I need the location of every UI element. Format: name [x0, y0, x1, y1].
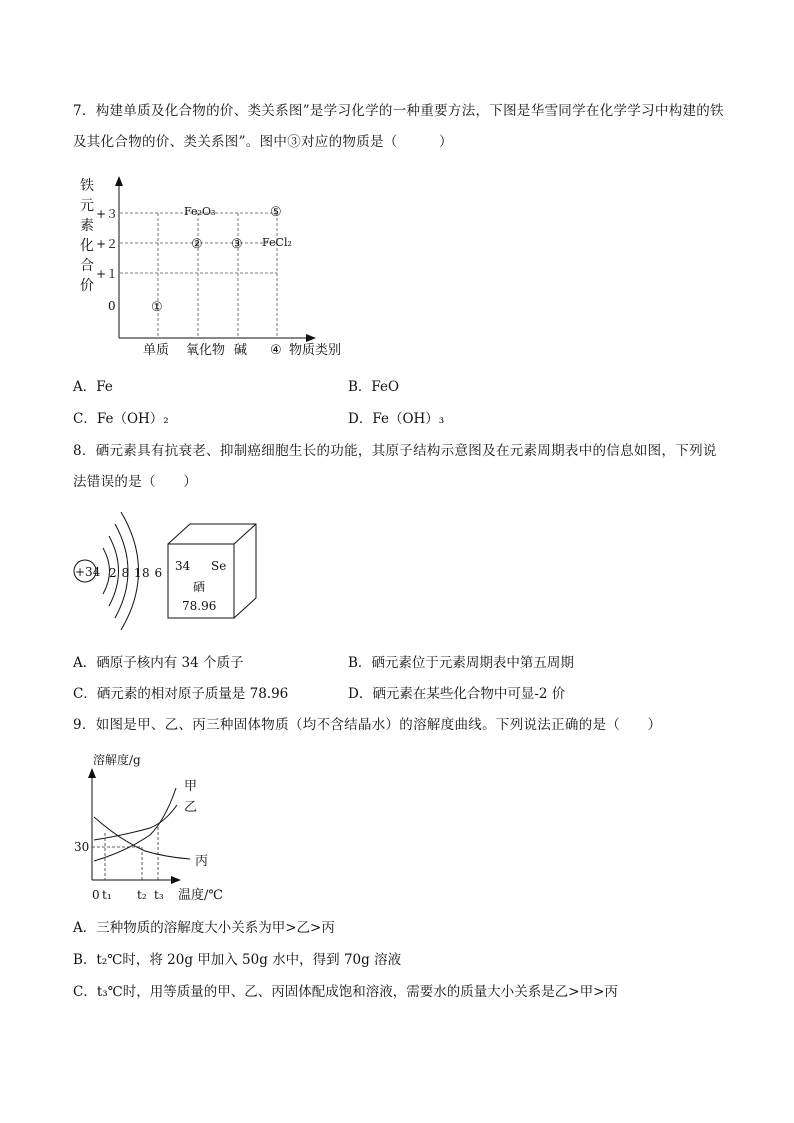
q8-option-a[interactable]: A．硒原子核内有 34 个质子	[73, 655, 244, 671]
q7-label-fecl2: FeCl₂	[262, 236, 292, 249]
q8-stem-line2: 法错误的是（ ）	[73, 474, 198, 490]
q8-atomic-number: 34	[175, 559, 191, 573]
q7-option-a[interactable]: A．Fe	[73, 379, 113, 395]
q9-label-jia: 甲	[184, 779, 198, 794]
q9-xlabel: 温度/℃	[178, 888, 223, 903]
q7-label-fe2o3: Fe₂O₃	[184, 205, 216, 218]
q7-stem-line1: 7．构建单质及化合物的价、类关系图”是学习化学的一种重要方法，下图是华雪同学在化学学习中构建的铁	[73, 103, 724, 119]
q8-option-b[interactable]: B．硒元素位于元素周期表中第五周期	[348, 655, 574, 671]
q9-xtick-t2: t₂	[137, 888, 147, 902]
q8-element-name: 硒	[193, 580, 206, 594]
q7-option-b[interactable]: B．FeO	[348, 379, 400, 395]
q7-point-1: ①	[151, 300, 163, 315]
q9-curve-jia	[94, 788, 176, 861]
q7-xtick-oxide: 氧化物	[186, 343, 226, 358]
q7-xtick-element: 单质	[143, 343, 170, 358]
q8-stem-line1: 8．硒元素具有抗衰老、抑制癌细胞生长的功能，其原子结构示意图及在元素周期表中的信息如图，下列说	[73, 443, 717, 459]
q8-atom-structure	[0, 500, 794, 640]
q9-solubility-chart	[0, 740, 794, 910]
q7-x-arrow	[306, 334, 316, 342]
q9-option-a[interactable]: A．三种物质的溶解度大小关系为甲>乙>丙	[73, 920, 335, 936]
q8-option-d[interactable]: D．硒元素在某些化合物中可显-2 价	[348, 686, 566, 702]
q9-label-bing: 丙	[195, 854, 209, 869]
q7-valence-chart	[0, 0, 794, 370]
q9-y-value-30: 30	[74, 840, 90, 854]
q9-x-origin: 0	[92, 888, 100, 902]
q7-ytick: 0	[108, 299, 116, 313]
q8-atomic-mass: 78.96	[182, 599, 217, 613]
q7-y-arrow	[115, 176, 123, 186]
q7-option-c[interactable]: C．Fe（OH）₂	[73, 411, 169, 427]
q8-electron-shells: 2 8 18 6	[109, 566, 163, 580]
q7-ylabel-char: 铁	[80, 178, 94, 194]
q7-xtick-4: ④	[270, 343, 282, 358]
q9-xtick-t3: t₃	[154, 888, 164, 902]
q9-stem-line1: 9．如图是甲、乙、丙三种固体物质（均不含结晶水）的溶解度曲线。下列说法正确的是（ ）	[73, 717, 662, 733]
q9-y-arrow	[88, 768, 96, 778]
q7-ylabel-char: 元	[80, 198, 94, 214]
q7-ylabel-char: 素	[80, 218, 94, 234]
q7-ytick: +３	[96, 207, 119, 221]
q7-ytick: +１	[96, 267, 119, 281]
q8-nucleus-charge: +34	[75, 565, 101, 579]
q9-x-arrow	[171, 876, 181, 884]
q7-xlabel: 物质类别	[289, 343, 342, 358]
q7-xtick-base: 碱	[234, 343, 248, 358]
q7-ytick: +２	[96, 237, 119, 251]
q7-ylabel-char: 合	[80, 258, 94, 274]
q9-ylabel: 溶解度/g	[93, 753, 141, 767]
q7-point-2: ②	[191, 237, 203, 252]
q9-xtick-t1: t₁	[102, 888, 112, 902]
q7-ylabel-char: 化	[80, 238, 94, 254]
q8-element-symbol: Se	[211, 559, 227, 573]
q7-stem-line2: 及其化合物的价、类关系图”。图中③对应的物质是（ ）	[73, 134, 453, 150]
q7-ylabel-char: 价	[80, 278, 94, 294]
q7-point-3: ③	[231, 237, 243, 252]
q9-curve-yi	[94, 805, 177, 840]
q9-option-b[interactable]: B．t₂℃时，将 20g 甲加入 50g 水中，得到 70g 溶液	[73, 952, 402, 968]
q7-point-5: ⑤	[270, 205, 282, 220]
q9-label-yi: 乙	[184, 800, 198, 815]
q9-option-c[interactable]: C．t₃℃时，用等质量的甲、乙、丙固体配成饱和溶液，需要水的质量大小关系是乙>甲>丙	[73, 984, 618, 1000]
q7-option-d[interactable]: D．Fe（OH）₃	[348, 411, 445, 427]
q8-option-c[interactable]: C．硒元素的相对原子质量是 78.96	[73, 686, 289, 702]
